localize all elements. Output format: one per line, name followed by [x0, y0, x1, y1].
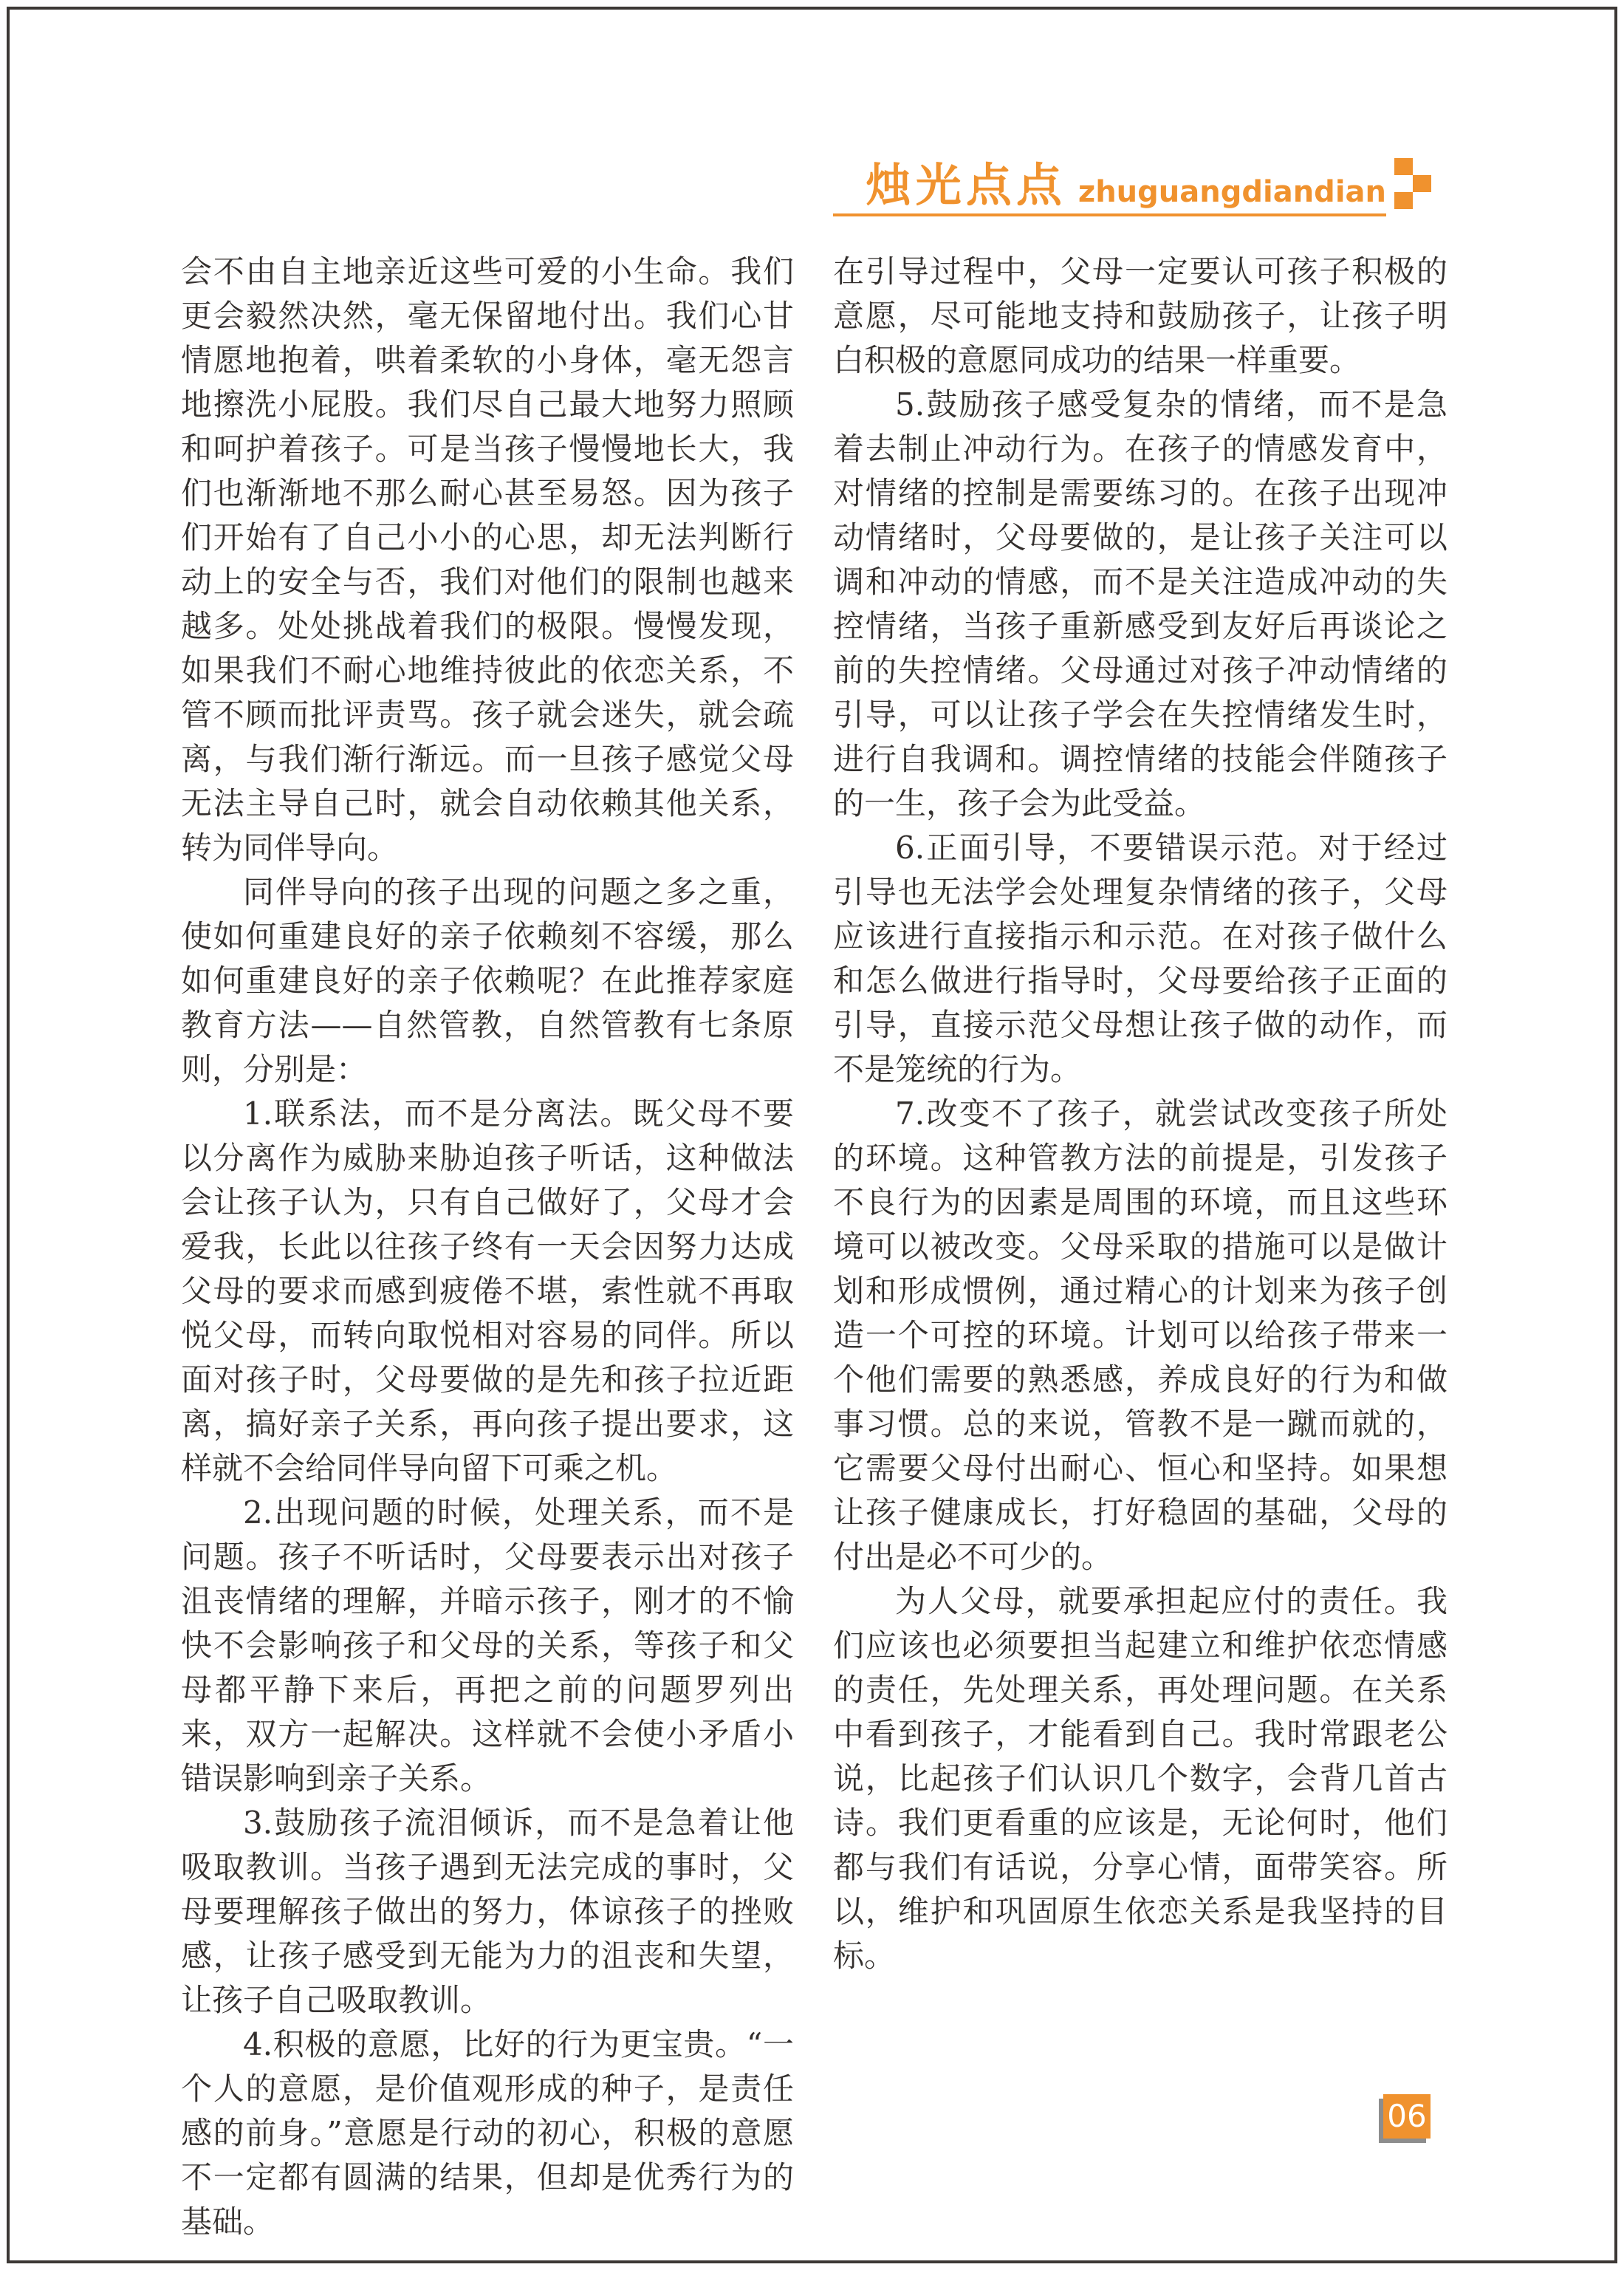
page-number: 06	[1387, 2098, 1427, 2134]
paragraph: 5.鼓励孩子感受复杂的情绪，而不是急着去制止冲动行为。在孩子的情感发育中，对情绪的控制是需要练习的。在孩子出现冲动情绪时，父母要做的，是让孩子关注可以调和冲动的情感，而不是关注造成冲动的失控情绪，当孩子重新感受到友好后再谈论之前的失控情绪。父母通过对孩子冲动情绪的引导，可以让孩子学会在失控情绪发生时，进行自我调和。调控情绪的技能会伴随孩子的一生，孩子会为此受益。	[833, 386, 1447, 821]
header-rule	[833, 213, 1386, 216]
deco-square	[1413, 175, 1431, 192]
paragraph: 会不由自主地亲近这些可爱的小生命。我们更会毅然决然，毫无保留地付出。我们心甘情愿地抱着，哄着柔软的小身体，毫无怨言地擦洗小屁股。我们尽自己最大地努力照顾和呵护着孩子。可是当孩子慢慢地长大，我们也渐渐地不那么耐心甚至易怒。因为孩子们开始有了自己小小的心思，却无法判断行动上的安全与否，我们对他们的限制也越来越多。处处挑战着我们的极限。慢慢发现，如果我们不耐心地维持彼此的依恋关系，不管不顾而批评责骂。孩子就会迷失，就会疏离，与我们渐行渐远。而一旦孩子感觉父母无法主导自己时，就会自动依赖其他关系，转为同伴导向。	[181, 253, 794, 866]
paragraph: 3.鼓励孩子流泪倾诉，而不是急着让他吸取教训。当孩子遇到无法完成的事时，父母要理解孩子做出的努力，体谅孩子的挫败感，让孩子感受到无能为力的沮丧和失望，让孩子自己吸取教训。	[181, 1805, 794, 2018]
paragraph: 2.出现问题的时候，处理关系，而不是问题。孩子不听话时，父母要表示出对孩子沮丧情绪的理解，并暗示孩子，刚才的不愉快不会影响孩子和父母的关系，等孩子和父母都平静下来后，再把之前的问题罗列出来，双方一起解决。这样就不会使小矛盾小错误影响到亲子关系。	[181, 1494, 794, 1796]
paragraph: 4.积极的意愿，比好的行为更宝贵。“一个人的意愿，是价值观形成的种子，是责任感的前身。”意愿是行动的初心，积极的意愿不一定都有圆满的结果，但却是优秀行为的基础。	[181, 2026, 794, 2240]
page-header	[865, 158, 1386, 212]
paragraph: 为人父母，就要承担起应付的责任。我们应该也必须要担当起建立和维护依恋情感的责任，先处理关系，再处理问题。在关系中看到孩子，才能看到自己。我时常跟老公说，比起孩子们认识几个数字，会背几首古诗。我们更看重的应该是，无论何时，他们都与我们有话说，分享心情，面带笑容。所以，维护和巩固原生依恋关系是我坚持的目标。	[833, 1583, 1447, 1974]
deco-square	[1394, 192, 1413, 209]
page-title: 烛光点点	[865, 158, 1066, 212]
paragraph: 7.改变不了孩子，就尝试改变孩子所处的环境。这种管教方法的前提是，引发孩子不良行为的因素是周围的环境，而且这些环境可以被改变。父母采取的措施可以是做计划和形成惯例，通过精心的计划来为孩子创造一个可控的环境。计划可以给孩子带来一个他们需要的熟悉感，养成良好的行为和做事习惯。总的来说，管教不是一蹴而就的，它需要父母付出耐心、恒心和坚持。如果想让孩子健康成长，打好稳固的基础，父母的付出是必不可少的。	[833, 1095, 1447, 1575]
paragraph: 1.联系法，而不是分离法。既父母不要以分离作为威胁来胁迫孩子听话，这种做法会让孩子认为，只有自己做好了，父母才会爱我，长此以往孩子终有一天会因努力达成父母的要求而感到疲倦不堪，索性就不再取悦父母，而转向取悦相对容易的同伴。所以面对孩子时，父母要做的是先和孩子拉近距离，搞好亲子关系，再向孩子提出要求，这样就不会给同伴导向留下可乘之机。	[181, 1095, 794, 1486]
right-column	[833, 250, 1447, 1978]
deco-square	[1394, 158, 1413, 175]
left-column	[181, 250, 794, 2244]
deco-squares-icon	[1394, 158, 1431, 211]
paragraph: 6.正面引导，不要错误示范。对于经过引导也无法学会处理复杂情绪的孩子，父母应该进行直接指示和示范。在对孩子做什么和怎么做进行指导时，父母要给孩子正面的引导，直接示范父母想让孩子做的动作，而不是笼统的行为。	[833, 830, 1447, 1087]
paragraph: 在引导过程中，父母一定要认可孩子积极的意愿，尽可能地支持和鼓励孩子，让孩子明白积极的意愿同成功的结果一样重要。	[833, 253, 1447, 378]
page-number-badge	[1383, 2094, 1431, 2139]
page-title-pinyin: zhuguangdiandian	[1077, 175, 1386, 209]
paragraph: 同伴导向的孩子出现的问题之多之重，使如何重建良好的亲子依赖刻不容缓，那么如何重建良好的亲子依赖呢？在此推荐家庭教育方法——自然管教，自然管教有七条原则，分别是：	[181, 874, 794, 1087]
